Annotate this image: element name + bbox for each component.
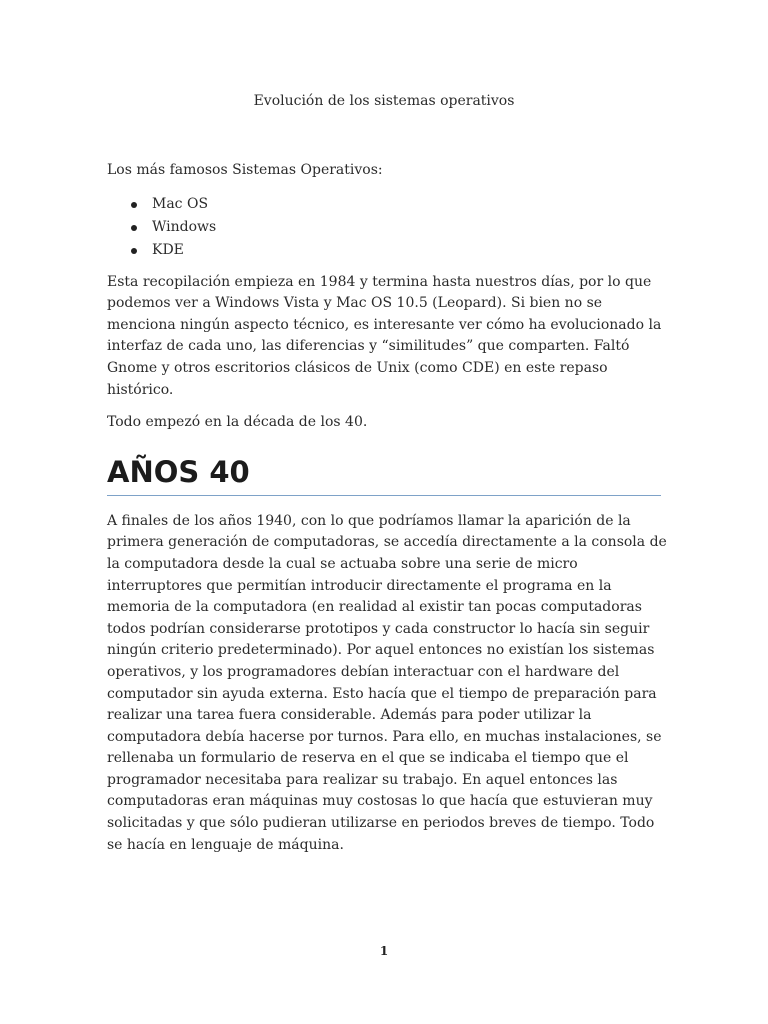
section-heading: AÑOS 40 (107, 454, 661, 496)
list-item: Mac OS (152, 193, 667, 216)
document-body (107, 160, 667, 856)
paragraph-compilation: Esta recopilación empieza en 1984 y termina hasta nuestros días, por lo que podemos ver a Windows Vista y Mac OS 10.5 (Leopard). Si bien no se menciona ningún aspecto técnico, es interesante ver cómo ha evolucionado la interfaz de cada uno, las diferencias y “similitudes” que comparten. Faltó Gnome y otros escritorios clásicos de Unix (como CDE) en este repaso histórico. (107, 273, 662, 398)
paragraph-history: A finales de los años 1940, con lo que podríamos llamar la aparición de la primera generación de computadoras, se accedía directamente a la consola de la computadora desde la cual se actuaba sobre una serie de micro interruptores que permitían introducir directamente el programa en la memoria de la computadora (en realidad al existir tan pocas computadoras todos podrían considerarse prototipos y cada constructor lo hacía sin seguir ningún criterio predeterminado). Por aquel entonces no existían los sistemas operativos, y los programadores debían interactuar con el hardware del computador sin ayuda externa. Esto hacía que el tiempo de preparación para realizar una tarea fuera considerable. Además para poder utilizar la computadora debía hacerse por turnos. Para ello, en muchas instalaciones, se rellenaba un formulario de reserva en el que se indicaba el tiempo que el programador necesitaba para realizar su trabajo. En aquel entonces las computadoras eran máquinas muy costosas lo que hacía que estuvieran muy solicitadas y que sólo pudieran utilizarse en periodos breves de tiempo. Todo se hacía en lenguaje de máquina. (107, 512, 667, 853)
list-item: KDE (152, 239, 667, 262)
document-title: Evolución de los sistemas operativos (253, 93, 515, 109)
list-item: Windows (152, 216, 667, 239)
page-number: 1 (379, 944, 389, 958)
intro-text: Los más famosos Sistemas Operativos: (107, 162, 383, 178)
os-bullet-list (107, 193, 667, 262)
paragraph-forties: Todo empezó en la década de los 40. (107, 414, 368, 431)
